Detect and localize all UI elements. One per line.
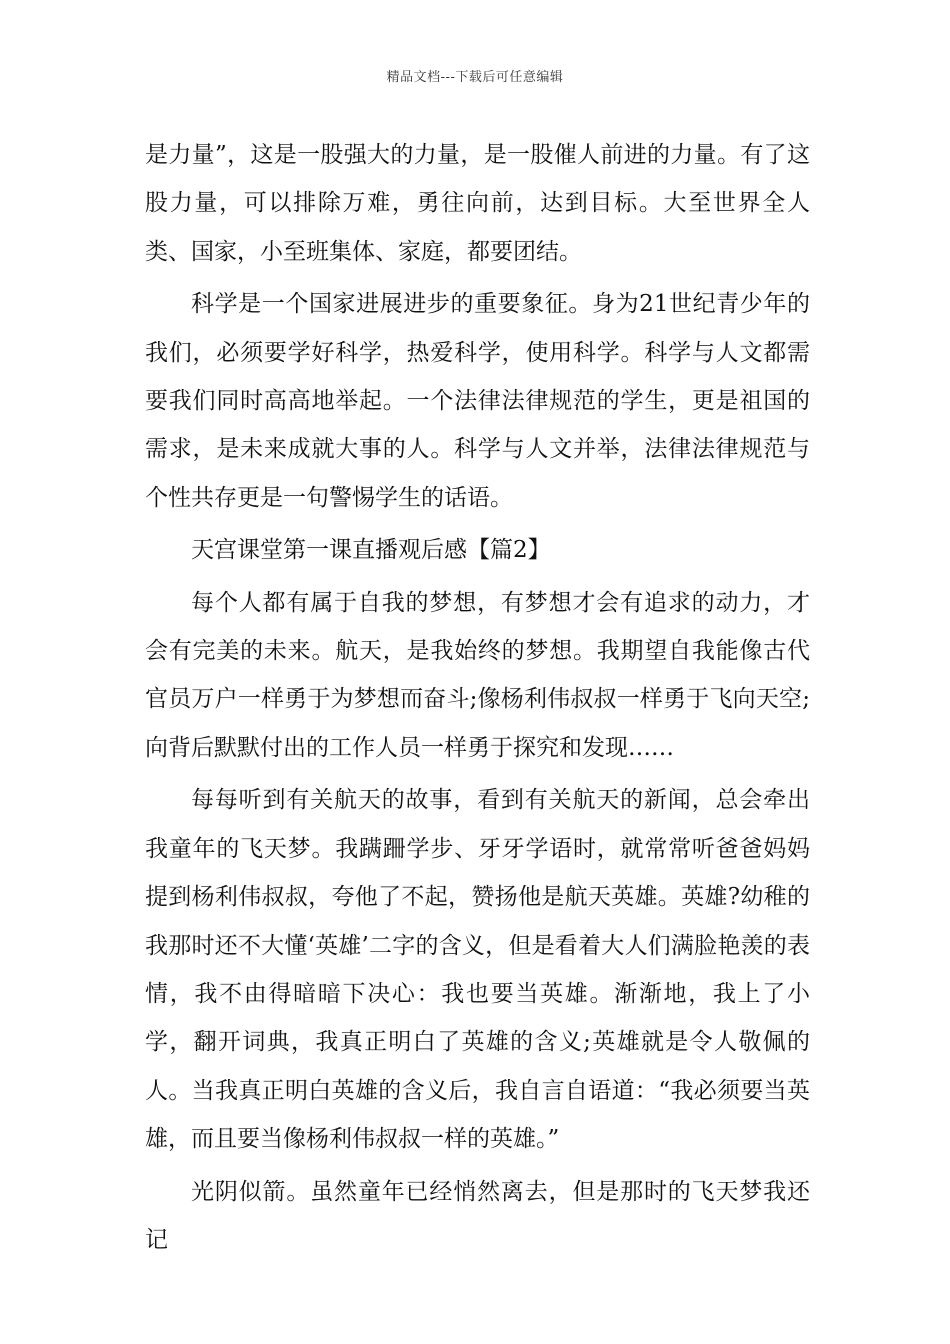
paragraph-3: 每个人都有属于自我的梦想，有梦想才会有追求的动力，才会有完美的未来。航天，是我始终的梦想。我期望自我能像古代官员万户一样勇于为梦想而奋斗;像杨利伟叔叔一样勇于飞向天空;向背后默默付出的工作人员一样勇于探究和发现…… bbox=[145, 589, 810, 761]
paragraph-5: 光阴似箭。虽然童年已经悄然离去，但是那时的飞天梦我还记 bbox=[145, 1178, 810, 1253]
paragraph-1: 是力量”，这是一股强大的力量，是一股催人前进的力量。有了这股力量，可以排除万难，勇往向前，达到目标。大至世界全人类、国家，小至班集体、家庭，都要团结。 bbox=[145, 142, 810, 265]
paragraph-2: 科学是一个国家进展进步的重要象征。身为21世纪青少年的我们，必须要学好科学，热爱科学，使用科学。科学与人文都需要我们同时高高地举起。一个法律法律规范的学生，更是祖国的需求，是未来成就大事的人。科学与人文并举，法律法律规范与个性共存更是一句警惕学生的话语。 bbox=[145, 291, 810, 511]
paragraph-4: 每每听到有关航天的故事，看到有关航天的新闻，总会牵出我童年的飞天梦。我蹒跚学步、牙牙学语时，就常常听爸爸妈妈提到杨利伟叔叔，夸他了不起，赞扬他是航天英雄。英雄?幼稚的我那时还不大懂‘英雄’二字的含义，但是看着大人们满脸艳羡的表情，我不由得暗暗下决心：我也要当英雄。渐渐地，我上了小学，翻开词典，我真正明白了英雄的含义;英雄就是令人敬佩的人。当我真正明白英雄的含义后，我自言自语道：“我必须要当英雄，而且要当像杨利伟叔叔一样的英雄。” bbox=[145, 787, 810, 1153]
section-heading: 天宫课堂第一课直播观后感【篇2】 bbox=[191, 537, 551, 564]
document-body bbox=[145, 131, 810, 1268]
page-header: 精品文档---下载后可任意编辑 bbox=[386, 70, 564, 85]
